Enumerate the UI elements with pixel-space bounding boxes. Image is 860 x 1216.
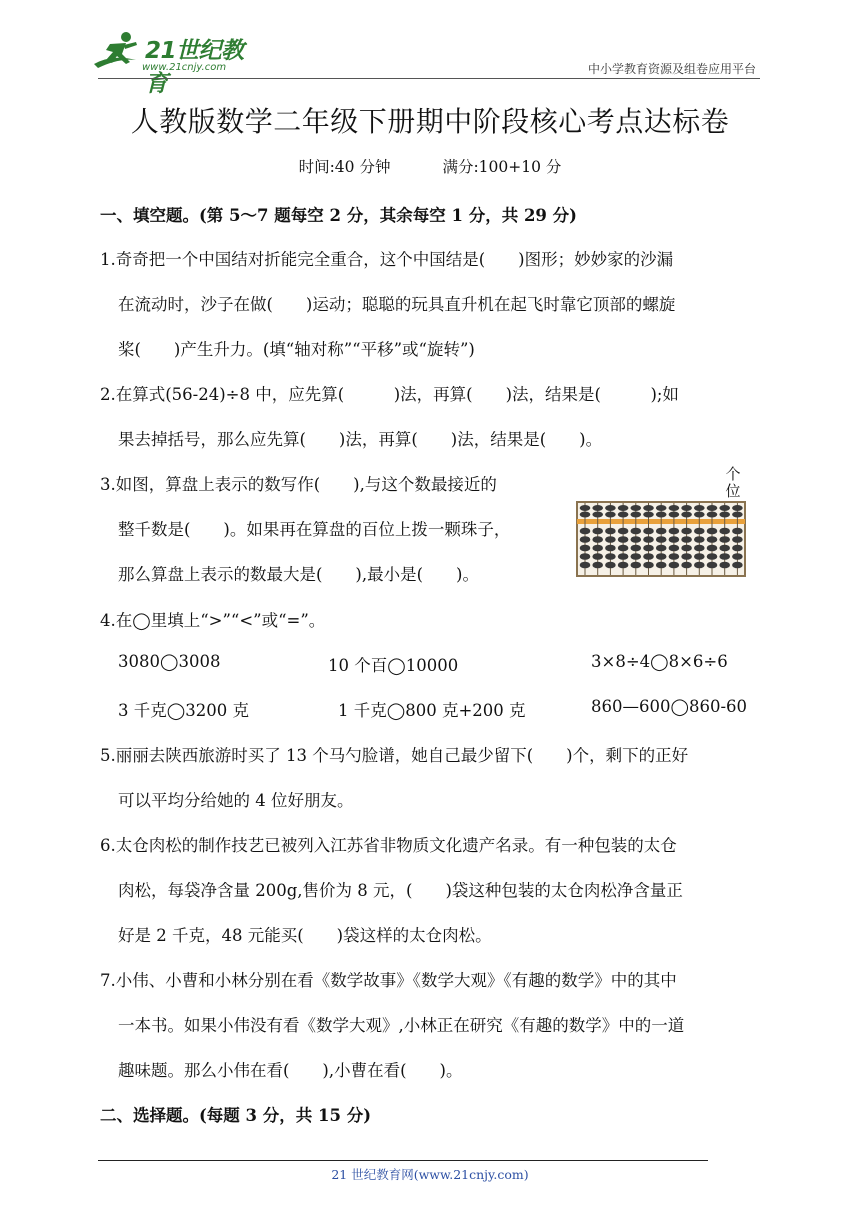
compare-item: 860—600◯860-60: [591, 697, 748, 716]
logo-url: www.21cnjy.com: [142, 62, 227, 73]
header-platform-text: 中小学教育资源及组卷应用平台: [587, 62, 756, 76]
page-title: 人教版数学二年级下册期中阶段核心考点达标卷: [130, 105, 730, 138]
footer-divider: [98, 1160, 708, 1161]
question-5-line-1: 5.丽丽去陕西旅游时买了 13 个马勺脸谱，她自己最少留下( )个，剩下的正好: [100, 746, 689, 765]
question-3-line-3: 那么算盘上表示的数最大是( ),最小是( )。: [118, 565, 479, 584]
compare-item: 1 千克◯800 克+200 克: [338, 701, 526, 720]
question-4-prompt: 4.在◯里填上“>”“<”或“=”。: [100, 611, 326, 630]
question-1-line-2: 在流动时，沙子在做( )运动；聪聪的玩具直升机在起飞时靠它顶部的螺旋: [118, 295, 676, 314]
question-3-line-2: 整千数是( )。如果再在算盘的百位上拨一颗珠子，: [118, 520, 511, 539]
compare-item: 3×8÷4◯8×6÷6: [591, 652, 728, 671]
question-5-line-2: 可以平均分给她的 4 位好朋友。: [118, 791, 354, 810]
question-1-line-3: 桨( )产生升力。(填“轴对称”“平移”或“旋转”): [118, 340, 475, 359]
question-7-line-2: 一本书。如果小伟没有看《数学大观》,小林正在研究《有趣的数学》中的一道: [118, 1016, 685, 1035]
site-logo[interactable]: [92, 30, 262, 97]
page-header: [0, 0, 860, 97]
abacus-place-label: 个位: [725, 465, 741, 500]
question-2-line-1: 2.在算式(56-24)÷8 中，应先算( )法，再算( )法，结果是( );如: [100, 385, 679, 404]
abacus-drawing: [574, 466, 748, 578]
question-6-line-1: 6.太仓肉松的制作技艺已被列入江苏省非物质文化遗产名录。有一种包装的太仓: [100, 836, 677, 855]
question-6-line-2: 肉松，每袋净含量 200g,售价为 8 元，( )袋这种包装的太仓肉松净含量正: [118, 881, 683, 900]
question-6-line-3: 好是 2 千克，48 元能买( )袋这样的太仓肉松。: [118, 926, 492, 945]
compare-item: 3 千克◯3200 克: [118, 701, 249, 720]
section-2-heading: 二、选择题。(每题 3 分，共 15 分): [100, 1106, 372, 1125]
compare-item: 3080◯3008: [118, 652, 221, 671]
question-1-line-1: 1.奇奇把一个中国结对折能完全重合，这个中国结是( )图形；妙妙家的沙漏: [100, 250, 674, 269]
header-divider: [98, 78, 760, 79]
exam-score: 满分:100+10 分: [442, 158, 562, 176]
exam-time: 时间:40 分钟: [298, 158, 391, 176]
logo-text: 21世纪教育: [145, 38, 244, 97]
compare-item: 10 个百◯10000: [328, 656, 459, 675]
question-3-line-1: 3.如图，算盘上表示的数写作( ),与这个数最接近的: [100, 475, 497, 494]
question-7-line-1: 7.小伟、小曹和小林分别在看《数学故事》《数学大观》《有趣的数学》中的其中: [100, 971, 677, 990]
question-2-line-2: 果去掉括号，那么应先算( )法，再算( )法，结果是( )。: [118, 430, 603, 449]
page-footer: 21 世纪教育网(www.21cnjy.com): [331, 1167, 529, 1182]
exam-info: [0, 155, 860, 177]
runner-logo-icon: [92, 30, 144, 74]
abacus-figure: [574, 466, 748, 578]
section-1-heading: 一、填空题。(第 5～7 题每空 2 分，其余每空 1 分，共 29 分): [100, 206, 577, 225]
question-7-line-3: 趣味题。那么小伟在看( ),小曹在看( )。: [118, 1061, 463, 1080]
